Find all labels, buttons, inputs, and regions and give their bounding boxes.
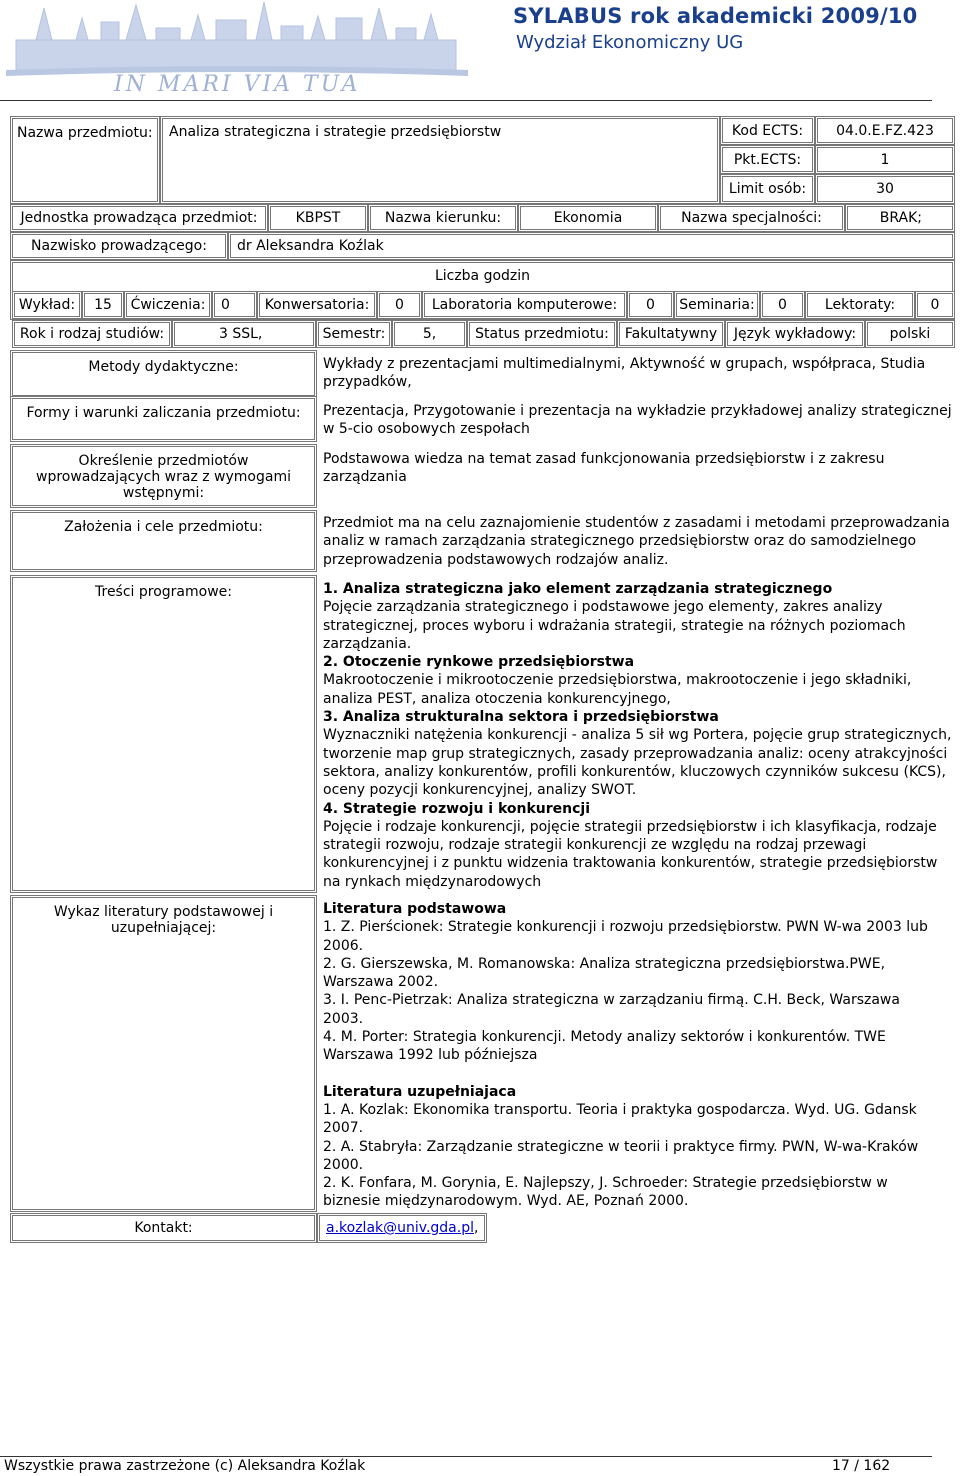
pkt-ects-label: Pkt.ECTS:: [720, 145, 815, 174]
contact-email-link[interactable]: a.kozlak@univ.gda.pl: [326, 1220, 474, 1236]
cwiczenia-label: Ćwiczenia:: [124, 291, 212, 319]
unit-value: KBPST: [268, 204, 368, 232]
page-number: 17 / 162: [832, 1458, 891, 1474]
field-label: Nazwa kierunku:: [368, 204, 518, 232]
lit-uzup-item: 2. A. Stabryła: Zarządzanie strategiczne w teorii i praktyce firmy. PWN, W-wa-Kraków 2000.: [323, 1138, 919, 1173]
semestr-label: Semestr:: [316, 320, 392, 348]
faculty-subtitle: Wydział Ekonomiczny UG: [516, 32, 744, 53]
page-title: SYLABUS rok akademicki 2009/10: [513, 4, 918, 28]
lit-podst-title: Literatura podstawowa: [323, 901, 507, 917]
konwersatoria-value: 0: [377, 291, 422, 319]
zalozenia-label: Założenia i cele przedmiotu:: [10, 510, 317, 572]
tresci-4-heading: 4. Strategie rozwoju i konkurencji: [323, 800, 591, 817]
lit-uzup-title: Literatura uzupełniajaca: [323, 1083, 517, 1100]
metody-value: Wykłady z prezentacjami multimedialnymi, Aktywność w grupach, współpraca, Studia przypadków,: [323, 356, 926, 391]
tresci-3-heading: 3. Analiza strukturalna sektora i przedsiębiorstwa: [323, 709, 719, 726]
wyklad-value: 15: [82, 291, 124, 319]
lektoraty-label: Lektoraty:: [805, 291, 915, 319]
spec-value: BRAK;: [845, 204, 955, 232]
zalozenia-value: Przedmiot ma na celu zaznajomienie studentów z zasadami i metodami przeprowadzania analiz w ramach zarządzania strategicznego przedsiębiorstw oraz do samodzielnego przeprowadzenia podstawowych rodzajów analiz.: [323, 515, 950, 568]
lit-podst-item: 3. I. Penc-Pietrzak: Analiza strategiczna w zarządzaniu firmą. C.H. Beck, Warszawa 2003.: [323, 992, 900, 1027]
wyklad-label: Wykład:: [12, 291, 82, 319]
literatura-label: Wykaz literatury podstawowej i uzupełniającej:: [10, 895, 317, 1212]
unit-label: Jednostka prowadząca przedmiot:: [10, 204, 268, 232]
formy-value: Prezentacja, Przygotowanie i prezentacja na wykładzie przykładowej analizy strategicznej w 5-cio osobowych zespołach: [323, 403, 952, 438]
lit-uzup-item: 1. A. Kozlak: Ekonomika transportu. Teoria i praktyka gospodarcza. Wyd. UG. Gdansk 2007.: [323, 1101, 917, 1137]
tresci-value: [323, 580, 956, 891]
status-label: Status przedmiotu:: [467, 320, 617, 348]
semestr-value: 5,: [392, 320, 467, 348]
spec-label: Nazwa specjalności:: [658, 204, 845, 232]
status-value: Fakultatywny: [617, 320, 725, 348]
seminaria-label: Seminaria:: [674, 291, 760, 319]
course-name-label: Nazwa przedmiotu:: [10, 116, 160, 204]
lit-podst-item: 4. M. Porter: Strategia konkurencji. Metody analizy sektorów i konkurentów. TWE Warszawa 1992 lub późniejsza: [323, 1029, 886, 1064]
limit-label: Limit osób:: [720, 174, 815, 204]
footer-copyright: Wszystkie prawa zastrzeżone (c) Aleksandra Koźlak: [4, 1458, 366, 1474]
tresci-3-text: Wyznaczniki natężenia konkurencji - analiza 5 sił wg Portera, pojęcie grup strategicznych, tworzenie map grup strategicznych, zasady przeprowadzania analiz: oceny atrakcyjności sektora, analizy konkurentów, profili konkurentów, kluczowych czynników sukcesu (KCS), oceny pozycji konkurencyjnej, analizy SWOT.: [323, 727, 952, 799]
laboratoria-value: 0: [627, 291, 674, 319]
rok-value: 3 SSL,: [172, 320, 316, 348]
kod-ects-label: Kod ECTS:: [720, 116, 815, 145]
okreslenie-value: Podstawowa wiedza na temat zasad funkcjonowania przedsiębiorstw i z zakresu zarządzania: [323, 451, 885, 486]
tresci-label: Treści programowe:: [10, 575, 317, 893]
kod-ects-value: 04.0.E.FZ.423: [815, 116, 955, 145]
lecturer-label: Nazwisko prowadzącego:: [10, 232, 228, 260]
pkt-ects-value: 1: [815, 145, 955, 174]
tresci-1-heading: 1. Analiza strategiczna jako element zarządzania strategicznego: [323, 581, 833, 597]
formy-label: Formy i warunki zaliczania przedmiotu:: [10, 396, 317, 442]
konwersatoria-label: Konwersatoria:: [257, 291, 377, 319]
jezyk-label: Język wykładowy:: [725, 320, 865, 348]
logo-motto: IN MARI VIA TUA: [114, 72, 361, 97]
tresci-2-text: Makrootoczenie i mikrootoczenie przedsiębiorstwa, makrootoczenie i jego składniki, analiza PEST, analiza otoczenia konkurencyjnego,: [323, 672, 912, 707]
hours-title: Liczba godzin: [434, 268, 531, 284]
laboratoria-label: Laboratoria komputerowe:: [422, 291, 627, 319]
seminaria-value: 0: [760, 291, 805, 319]
university-logo: [6, 0, 468, 98]
lit-uzup-item: 2. K. Fonfara, M. Gorynia, E. Najlepszy, J. Schroeder: Strategie przedsiębiorstw w biznesie międzynarodowym. Wyd. AE, Poznań 2000.: [323, 1175, 888, 1210]
lit-podst-item: 2. G. Gierszewska, M. Romanowska: Analiza strategiczna przedsiębiorstwa.PWE, Warszawa 2002.: [323, 955, 886, 991]
limit-value: 30: [815, 174, 955, 204]
okreslenie-label: Określenie przedmiotów wprowadzających wraz z wymogami wstępnymi:: [10, 444, 317, 508]
metody-label: Metody dydaktyczne:: [10, 350, 317, 398]
tresci-2-heading: 2. Otoczenie rynkowe przedsiębiorstwa: [323, 654, 635, 671]
lektoraty-value: 0: [915, 291, 955, 319]
header-divider: [0, 100, 932, 101]
lecturer-value: dr Aleksandra Koźlak: [228, 232, 955, 260]
tresci-1-text: Pojęcie zarządzania strategicznego i podstawowe jego elementy, zakres analizy strategicznej, proces wyboru i wdrażania strategii, strategie na różnych poziomach zarządzania.: [323, 599, 906, 652]
tresci-4-text: Pojęcie i rodzaje konkurencji, pojęcie strategii przedsiębiorstw i ich klasyfikacja, rodzaje strategii rozwoju, rodzaje strategii konkurencji ze względu na rodzaj przewagi konkurencyjnej i z punktu widzenia traktowania konkurentów, strategie przedsiębiorstw na rynkach międzynarodowych: [323, 818, 938, 890]
kontakt-label: Kontakt:: [10, 1213, 317, 1243]
field-value: Ekonomia: [518, 204, 658, 232]
footer-divider: [0, 1456, 932, 1457]
jezyk-value: polski: [865, 320, 955, 348]
lit-podst-item: 1. Z. Pierścionek: Strategie konkurencji i rozwoju przedsiębiorstw. PWN W-wa 2003 lub 2006.: [323, 919, 928, 954]
cwiczenia-value: 0: [212, 291, 257, 319]
course-name-value: Analiza strategiczna i strategie przedsiębiorstw: [160, 116, 720, 204]
rok-label: Rok i rodzaj studiów:: [12, 320, 172, 348]
kontakt-value: a.kozlak@univ.gda.pl ,: [317, 1213, 487, 1243]
literatura-value: [323, 900, 933, 1211]
